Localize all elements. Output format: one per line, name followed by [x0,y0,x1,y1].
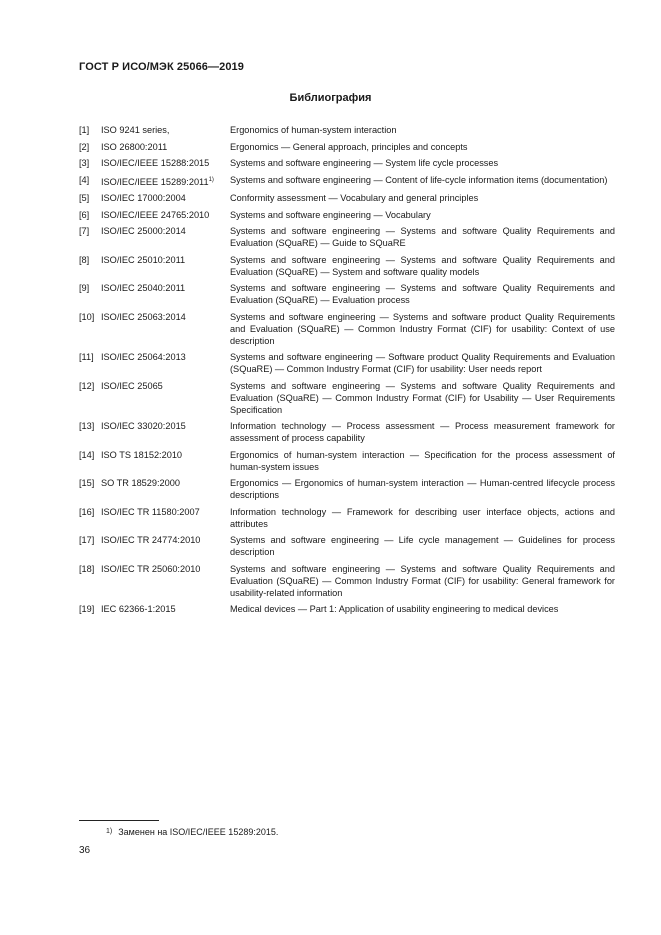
footnote-mark: 1) [106,828,113,835]
entry-standard [101,192,230,204]
entry-description: Systems and software engineering — Content of life-cycle information items (documentation) [230,174,608,185]
entry-standard [101,380,230,416]
entry-standard [101,157,230,169]
entry-description: Medical devices — Part 1: Application of usability engineering to medical devices [230,604,559,614]
entry-number: [12] [79,380,95,391]
entry-standard [101,534,230,558]
bibliography-list [79,124,615,620]
entry-number: [15] [79,478,95,488]
entry-number: [14] [79,449,95,460]
bibliography-entry [79,311,615,347]
bibliography-entry [79,563,615,599]
entry-standard-code: ISO/IEC 17000:2004 [101,193,186,203]
entry-description: Ergonomics of human-system interaction — Specification for the process assessment of human-system issues [230,449,615,472]
bibliography-entry [79,449,615,473]
entry-standard-code: ISO/IEC 25065 [101,380,163,391]
footnote-divider [79,820,159,821]
entry-standard-code: ISO/IEC/IEEE 15288:2015 [101,158,210,168]
bibliography-entry [79,225,615,249]
bibliography-entry [79,192,615,204]
entry-standard [101,254,230,278]
footnote [106,827,278,837]
entry-description: Systems and software engineering — Life cycle management — Guidelines for process description [230,535,615,557]
bibliography-entry [79,124,615,136]
entry-standard [101,506,230,530]
entry-description: Systems and software engineering — Systems and software Quality Requirements and Evaluation (SQuaRE) — System and software quality models [230,254,615,277]
bibliography-entry [79,282,615,306]
bibliography-entry [79,209,615,221]
entry-standard [101,351,230,375]
entry-standard [101,449,230,473]
bibliography-entry [79,380,615,416]
entry-description: Systems and software engineering — Systems and software Quality Requirements and Evaluation (SQuaRE) — Evaluation process [230,283,615,305]
entry-number: [17] [79,535,95,545]
entry-number: [5] [79,193,90,203]
entry-number: [7] [79,226,90,236]
entry-standard [101,563,230,599]
entry-number: [3] [79,158,90,168]
entry-standard-code: ISO/IEC TR 11580:2007 [101,506,200,517]
bibliography-entry [79,603,615,615]
entry-standard [101,174,230,188]
bibliography-entry [79,534,615,558]
entry-number: [6] [79,209,90,220]
entry-number: [9] [79,283,90,293]
bibliography-entry [79,141,615,153]
entry-standard-code: IEC 62366-1:2015 [101,604,176,614]
entry-description: Systems and software engineering — Systems and software Quality Requirements and Evaluation (SQuaRE) — Common Industry Format (CIF) for usability: General framework for usability-related information [230,563,615,598]
entry-standard-code: ISO TS 18152:2010 [101,449,183,460]
entry-standard-code: ISO/IEC 25064:2013 [101,352,186,362]
page-title: Библиография [289,92,372,104]
entry-standard-code: ISO/IEC/IEEE 24765:2010 [101,209,210,220]
entry-number: [2] [79,141,90,152]
bibliography-entry [79,420,615,444]
entry-standard-code: ISO/IEC 25040:2011 [101,283,186,293]
page-number: 36 [79,845,91,856]
entry-number: [10] [79,311,95,322]
entry-standard [101,225,230,249]
bibliography-entry [79,174,615,188]
bibliography-entry [79,157,615,169]
entry-standard-code: ISO 9241 series, [101,125,170,135]
entry-standard-code: ISO 26800:2011 [101,141,168,152]
entry-description: Information technology — Framework for describing user interface objects, actions and attributes [230,506,615,529]
entry-standard [101,311,230,347]
entry-description: Ergonomics of human-system interaction [230,125,397,135]
document-header: ГОСТ Р ИСО/МЭК 25066—2019 [79,61,244,73]
entry-description: Systems and software engineering — Systems and software Quality Requirements and Evaluation (SQuaRE) — Guide to SQuaRE [230,226,615,248]
entry-number: [18] [79,563,95,574]
entry-number: [8] [79,254,90,265]
entry-standard [101,603,230,615]
entry-number: [19] [79,604,95,614]
entry-standard-code: ISO/IEC TR 25060:2010 [101,563,201,574]
entry-description: Systems and software engineering — System life cycle processes [230,158,499,168]
entry-standard-code: ISO/IEC 33020:2015 [101,421,186,431]
entry-description: Ergonomics — General approach, principles and concepts [230,141,468,152]
footnote-text: Заменен на ISO/IEC/IEEE 15289:2015. [118,827,279,837]
entry-standard [101,282,230,306]
entry-description: Systems and software engineering — Systems and software Quality Requirements and Evaluation (SQuaRE) — Common Industry Format (CIF) for Usability — User Requirements Specification [230,380,615,415]
entry-number: [11] [79,352,94,362]
entry-standard [101,477,230,501]
entry-number: [4] [79,174,90,185]
entry-standard-code: ISO/IEC 25063:2014 [101,311,186,322]
bibliography-entry [79,477,615,501]
entry-description: Information technology — Process assessment — Process measurement framework for assessment of process capability [230,421,615,443]
entry-standard-code: ISO/IEC 25000:2014 [101,226,186,236]
entry-standard [101,141,230,153]
entry-standard-code: ISO/IEC TR 24774:2010 [101,535,201,545]
footnote-reference: 1) [208,176,214,183]
entry-description: Systems and software engineering — Systems and software product Quality Requirements and Evaluation (SQuaRE) — Common Industry Format (CIF) for usability: Context of use description [230,311,615,346]
entry-standard [101,209,230,221]
entry-number: [13] [79,421,95,431]
bibliography-entry [79,254,615,278]
entry-standard-code: ISO/IEC 25010:2011 [101,254,186,265]
entry-standard [101,420,230,444]
entry-standard-code: ISO/IEC/IEEE 15289:2011 [101,176,209,187]
entry-description: Systems and software engineering — Vocabulary [230,209,431,220]
entry-description: Systems and software engineering — Software product Quality Requirements and Evaluation (SQuaRE) — Common Industry Format (CIF) for usability: User needs report [230,352,615,374]
entry-description: Ergonomics — Ergonomics of human-system interaction — Human-centred lifecycle process descriptions [230,478,615,500]
bibliography-entry [79,506,615,530]
entry-number: [16] [79,506,95,517]
entry-standard-code: SO TR 18529:2000 [101,478,180,488]
entry-number: [1] [79,125,90,135]
entry-standard [101,124,230,136]
bibliography-entry [79,351,615,375]
entry-description: Conformity assessment — Vocabulary and general principles [230,193,479,203]
